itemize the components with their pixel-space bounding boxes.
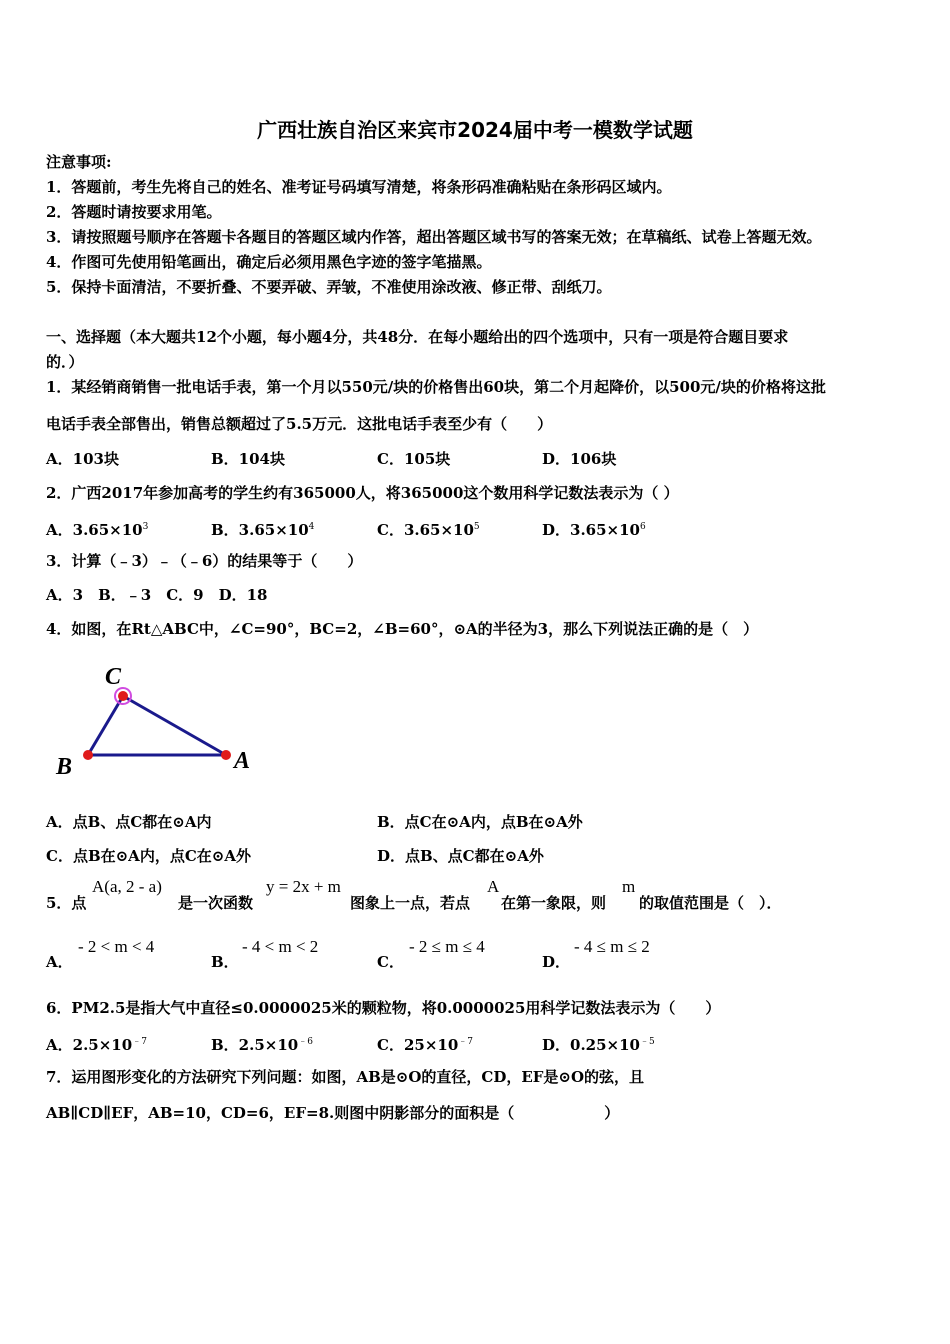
- section-heading-cont: 的．）: [46, 353, 84, 371]
- q5-math-point: A(a, 2 - a): [92, 877, 162, 896]
- q5-option-c-label: C．: [377, 953, 404, 971]
- q2-stem: 2．广西2017年参加高考的学生约有365000人，将365000这个数用科学记数法表示为（ ）: [46, 484, 679, 502]
- segment-ca: [123, 696, 226, 755]
- q7-stem-cont: AB∥CD∥EF，AB=10，CD=6，EF=8.则图中阴影部分的面积是（ ）: [46, 1104, 620, 1122]
- note-item: 3．请按照题号顺序在答题卡各题目的答题区域内作答，超出答题区域书写的答案无效；在草稿纸、试卷上答题无效。: [46, 228, 822, 246]
- q2-option-c: C．$3.65\times 10^5$: [377, 521, 480, 539]
- page-title: 广西壮族自治区来宾市2024届中考一模数学试题: [257, 118, 693, 142]
- q5-option-c-math: - 2 ≤ m ≤ 4: [409, 937, 485, 956]
- point-a: [221, 750, 231, 760]
- q5-math-a: A: [487, 877, 500, 896]
- q1-option-a: A．103块: [46, 450, 119, 468]
- label-a: A: [234, 748, 251, 774]
- q1-option-d: D．106块: [542, 450, 617, 468]
- triangle-figure: [50, 656, 270, 786]
- note-item: 5．保持卡面清洁，不要折叠、不要弄破、弄皱，不准使用涂改液、修正带、刮纸刀。: [46, 278, 612, 296]
- q1-option-b: B．104块: [211, 450, 285, 468]
- q5-option-a-label: A．: [46, 953, 73, 971]
- q4-option-c: C．点B在⊙A内，点C在⊙A外: [46, 847, 251, 865]
- segment-bc: [88, 696, 123, 755]
- point-b: [83, 750, 93, 760]
- q6-option-a: A．$2.5\times 10^{﹣7}$: [46, 1036, 147, 1054]
- q2-option-a: A．$3.65\times 10^3$: [46, 521, 149, 539]
- q5-option-a-math: - 2 < m < 4: [78, 937, 155, 956]
- q5-stem-part3: 图象上一点，若点: [350, 894, 471, 912]
- notes-heading: 注意事项:: [46, 153, 112, 171]
- q5-option-b-math: - 4 < m < 2: [242, 937, 319, 956]
- q6-stem: 6．PM2.5是指大气中直径≤0.0000025米的颗粒物，将0.0000025用科学记数法表示为（ ）: [46, 999, 721, 1017]
- q6-option-d: D．$0.25\times 10^{﹣5}$: [542, 1036, 655, 1054]
- q1-option-c: C．105块: [377, 450, 451, 468]
- q6-option-b: B．$2.5\times 10^{﹣6}$: [211, 1036, 313, 1054]
- q3-options: A．3 B．﹣3 C．9 D．18: [46, 586, 268, 604]
- q4-option-d: D．点B、点C都在⊙A外: [377, 847, 544, 865]
- q2-option-d: D．$3.65\times 10^6$: [542, 521, 646, 539]
- q5-stem-part5: 的取值范围是（ ）．: [639, 894, 782, 912]
- q7-stem: 7．运用图形变化的方法研究下列问题：如图，AB是⊙O的直径，CD，EF是⊙O的弦，且: [46, 1068, 645, 1086]
- q5-math-function: y = 2x + m: [266, 877, 341, 896]
- note-item: 4．作图可先使用铅笔画出，确定后必须用黑色字迹的签字笔描黑。: [46, 253, 492, 271]
- q4-option-a: A．点B、点C都在⊙A内: [46, 813, 212, 831]
- section-heading: 一、选择题（本大题共12个小题，每小题4分，共48分．在每小题给出的四个选项中，只有一项是符合题目要求: [46, 328, 789, 346]
- note-item: 2．答题时请按要求用笔。: [46, 203, 222, 221]
- point-c: [118, 691, 128, 701]
- q2-option-b: B．$3.65\times 10^4$: [211, 521, 315, 539]
- q4-stem: 4．如图，在Rt△ABC中，∠C=90°，BC=2，∠B=60°，⊙A的半径为3，那么下列说法正确的是（ ）: [46, 620, 759, 638]
- label-c: C: [105, 664, 122, 690]
- q5-stem-part1: 5．点: [46, 894, 87, 912]
- label-b: B: [56, 754, 73, 780]
- q5-math-m: m: [622, 877, 636, 896]
- q5-stem-part2: 是一次函数: [178, 894, 254, 912]
- q1-stem: 1．某经销商销售一批电话手表，第一个月以550元/块的价格售出60块，第二个月起降价，以500元/块的价格将这批: [46, 378, 826, 396]
- q5-option-b-label: B．: [211, 953, 239, 971]
- q3-stem: 3．计算（﹣3）﹣（﹣6）的结果等于（ ）: [46, 552, 363, 570]
- q5-option-d-math: - 4 ≤ m ≤ 2: [574, 937, 650, 956]
- q1-stem-cont: 电话手表全部售出，销售总额超过了5.5万元．这批电话手表至少有（ ）: [46, 415, 553, 433]
- note-item: 1．答题前，考生先将自己的姓名、准考证号码填写清楚，将条形码准确粘贴在条形码区域内。: [46, 178, 672, 196]
- q5-option-d-label: D．: [542, 953, 571, 971]
- q5-stem-part4: 在第一象限，则: [501, 894, 607, 912]
- q4-option-b: B．点C在⊙A内，点B在⊙A外: [377, 813, 583, 831]
- q6-option-c: C．$25\times 10^{﹣7}$: [377, 1036, 473, 1054]
